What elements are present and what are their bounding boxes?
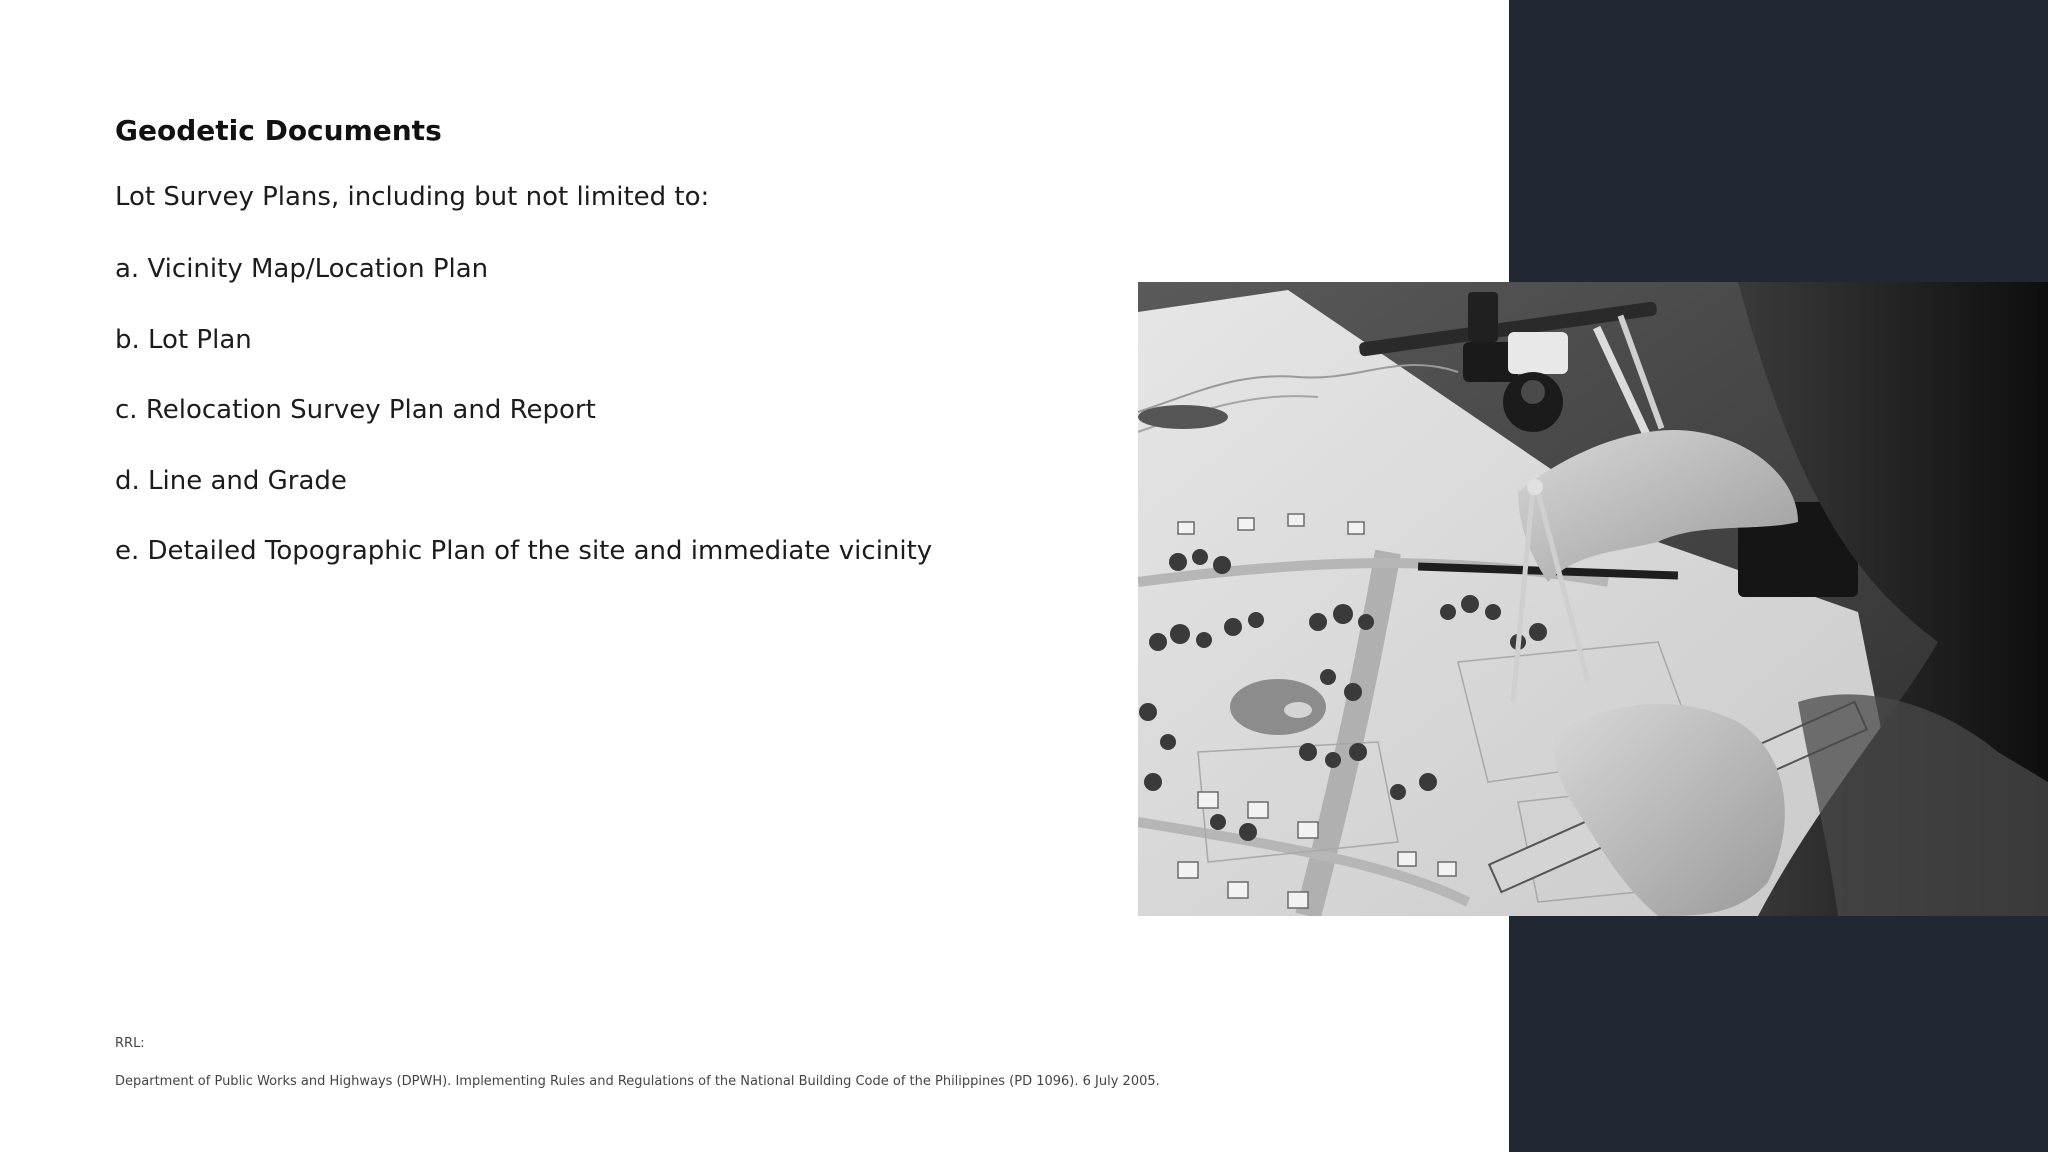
list-item: a. Vicinity Map/Location Plan (115, 254, 489, 284)
reference-citation: Department of Public Works and Highways (DPWH). Implementing Rules and Regulations of the National Building Code of the Philippines (PD 1096). 6 July 2005. (115, 1074, 1160, 1089)
list-item: e. Detailed Topographic Plan of the site and immediate vicinity (115, 536, 933, 566)
reference-label: RRL: (115, 1036, 145, 1051)
list-item: c. Relocation Survey Plan and Report (115, 395, 596, 425)
slide-title: Geodetic Documents (115, 114, 442, 147)
list-item: d. Line and Grade (115, 465, 347, 496)
intro-text: Lot Survey Plans, including but not limited to: (115, 182, 710, 212)
site-plan-drawing-image (1138, 282, 2048, 916)
list-item: b. Lot Plan (115, 324, 252, 355)
document-list (115, 253, 932, 606)
site-plan-photo (1138, 282, 2048, 916)
